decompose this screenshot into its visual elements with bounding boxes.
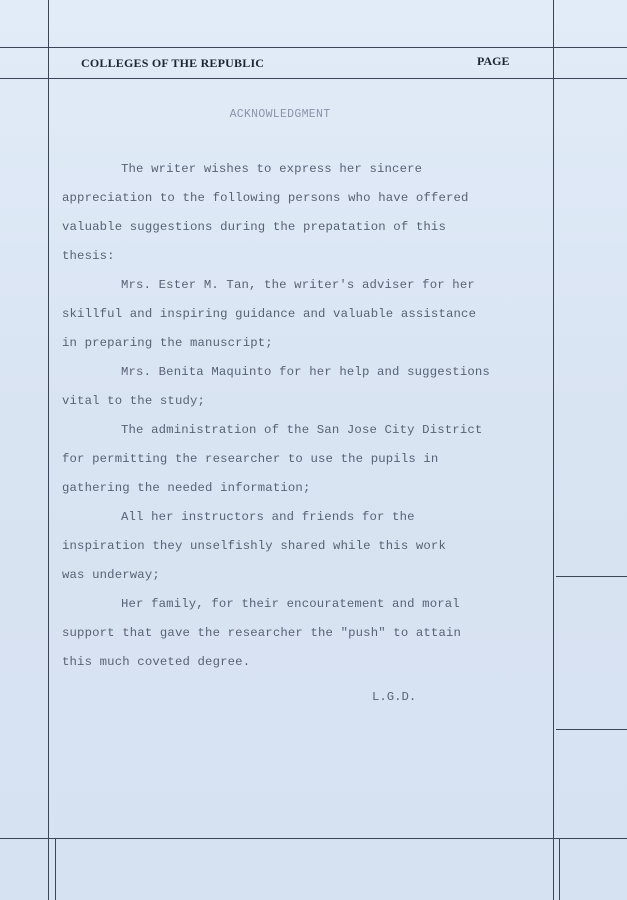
text-line: inspiration they unselfishly shared while this work: [62, 539, 446, 553]
text-line: vital to the study;: [62, 394, 206, 408]
header-institution: COLLEGES OF THE REPUBLIC: [81, 56, 265, 70]
text-line: Her family, for their encouratement and moral: [121, 597, 460, 611]
text-line: appreciation to the following persons who have offered: [62, 191, 469, 205]
bottom-rule: [0, 838, 627, 839]
text-line: thesis:: [62, 249, 115, 263]
text-line: skillful and inspiring guidance and valuable assistance: [62, 307, 477, 321]
text-line: was underway;: [62, 568, 160, 582]
text-line: for permitting the researcher to use the pupils in: [62, 452, 439, 466]
top-rule: [0, 47, 627, 48]
page-title: ACKNOWLEDGMENT: [229, 108, 331, 121]
text-line: The writer wishes to express her sincere: [121, 162, 423, 176]
left-bottom-rule: [55, 838, 56, 900]
text-line: valuable suggestions during the prepatation of this: [62, 220, 446, 234]
text-line: Mrs. Ester M. Tan, the writer's adviser for her: [121, 278, 475, 292]
text-line: The administration of the San Jose City District: [121, 423, 483, 437]
right-margin-rule-1: [556, 576, 627, 577]
text-line: gathering the needed information;: [62, 481, 311, 495]
signature-initials: L.G.D.: [372, 690, 417, 704]
acknowledgment-body: [62, 155, 552, 677]
text-line: All her instructors and friends for the: [121, 510, 415, 524]
text-line: in preparing the manuscript;: [62, 336, 273, 350]
header-page-label: PAGE: [477, 54, 510, 68]
header-rule: [0, 78, 627, 79]
text-line: support that gave the researcher the "push" to attain: [62, 626, 462, 640]
text-line: this much coveted degree.: [62, 655, 251, 669]
text-line: Mrs. Benita Maquinto for her help and suggestions: [121, 365, 490, 379]
right-margin-rule-2: [556, 729, 627, 730]
left-margin-rule: [48, 0, 49, 900]
right-margin-rule: [553, 0, 554, 900]
right-bottom-rule: [559, 838, 560, 900]
